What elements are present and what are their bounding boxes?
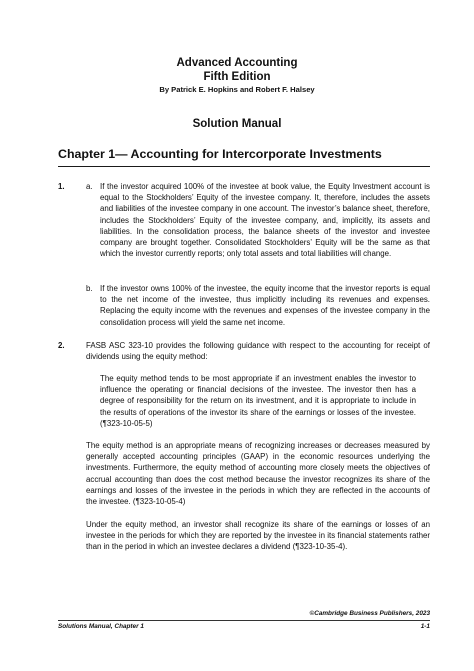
question-2-intro: FASB ASC 323-10 provides the following guidance with respect to the accounting for receipt of dividends using the equity method:: [86, 341, 430, 362]
question-number: 1.: [58, 182, 65, 191]
footer-rule: [58, 620, 430, 621]
question-2-paragraph: The equity method is an appropriate means of recognizing increases or decreases measured by generally accepted accounting principles (GAAP) in the economic resources underlying the investments. Furthermore, the equity method of accounting more closely meets the objectives of accrual accounting than does the cost method because the investor recognizes its share of the earnings and losses of the investee in the periods in which they are reflected in the accounts of the investee. (¶323-10-05-4): [86, 441, 430, 507]
title-block: [0, 56, 474, 95]
question-1b-text: If the investor owns 100% of the investee, the equity income that the investor reports is equal to the net income of the investee, thus implicitly including its revenues and expenses. Replacing the equity income with the revenues and expenses of the investee company in the consolidation process will yield the same net income.: [100, 284, 430, 327]
edition: Fifth Edition: [203, 71, 271, 83]
question-1a-text: If the investor acquired 100% of the investee at book value, the Equity Investment account is equal to the Stockholders’ Equity of the investee company. It, therefore, includes the assets and liabilities of the investee company in one account. The investor’s balance sheet, therefore, includes the Stockholders’ Equity of the investee company, and, implicitly, its assets and liabilities. In the consolidation process, the balance sheets of the investor and investee company are brought together. Consolidated Stockholders’ Equity will be the same as that which the investor currently reports; only total assets and total liabilities will change.: [100, 182, 430, 259]
footer-left: Solutions Manual, Chapter 1: [58, 623, 144, 630]
copyright: ©Cambridge Business Publishers, 2023: [309, 610, 430, 617]
question-2-quote: The equity method tends to be most appropriate if an investment enables the investor to influence the operating or financial decisions of the investee. The investor then has a degree of responsibility for the return on its investment, and it is appropriate to include in the results of operations of the investor its share of the earnings or losses of the investee. (¶323-10-05-5): [100, 374, 416, 428]
authors: By Patrick E. Hopkins and Robert F. Halsey: [159, 85, 315, 94]
chapter-heading: Chapter 1— Accounting for Intercorporate Investments: [58, 147, 382, 161]
question-number: 2.: [58, 341, 65, 350]
manual-title: Solution Manual: [192, 118, 282, 130]
question-2-paragraph: Under the equity method, an investor shall recognize its share of the earnings or losses of an investee in the periods for which they are reported by the investee in its financial statements rather than in the period in which an investee declares a dividend (¶323-10-35-4).: [86, 520, 430, 552]
heading-rule: [58, 166, 430, 167]
part-label: b.: [86, 284, 93, 293]
book-title: Advanced Accounting: [176, 57, 298, 69]
page-number: 1-1: [420, 623, 430, 630]
part-label: a.: [86, 182, 93, 191]
